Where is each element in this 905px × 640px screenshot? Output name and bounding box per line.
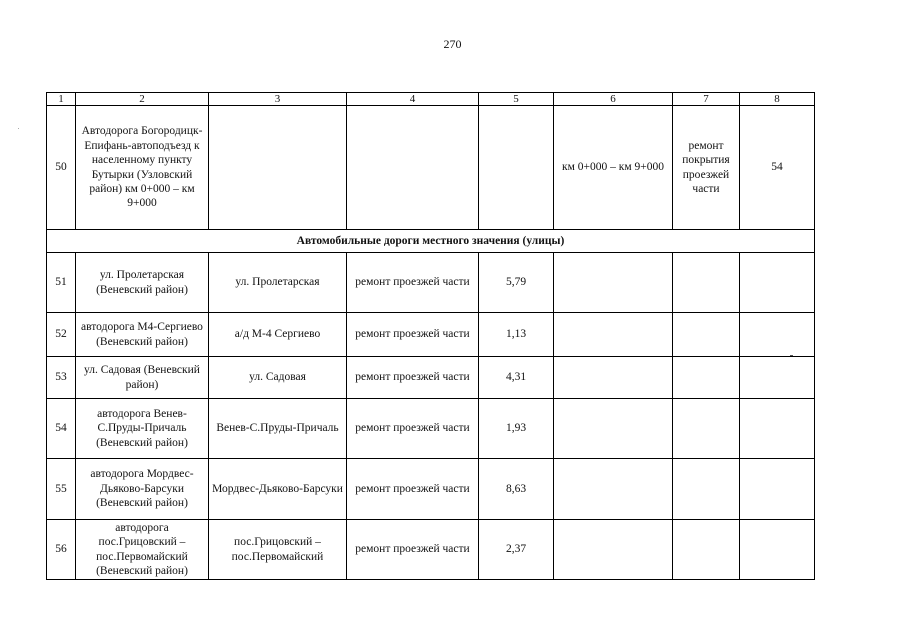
section-header-row — [47, 230, 815, 253]
road-name-cell: автодорога Мордвес-Дьяково-Барсуки (Веневский район) — [76, 459, 209, 520]
section-cell: км 0+000 – км 9+000 — [554, 106, 673, 230]
empty-cell — [673, 313, 740, 357]
row-number-cell: 50 — [47, 106, 76, 230]
work-cell: ремонт проезжей части — [347, 253, 479, 313]
column-number-cell: 5 — [479, 93, 554, 106]
column-number-row — [47, 93, 815, 106]
work-cell — [347, 106, 479, 230]
column-number-cell: 8 — [740, 93, 815, 106]
row-number-cell: 51 — [47, 253, 76, 313]
empty-cell — [554, 459, 673, 520]
empty-cell — [554, 313, 673, 357]
section-title: Автомобильные дороги местного значения (улицы) — [47, 230, 815, 253]
street-cell: ул. Пролетарская — [209, 253, 347, 313]
scan-mark — [790, 355, 793, 356]
street-cell: Мордвес-Дьяково-Барсуки — [209, 459, 347, 520]
empty-cell — [740, 399, 815, 459]
table-row-52 — [47, 313, 815, 357]
empty-cell — [673, 520, 740, 580]
length-cell: 4,31 — [479, 357, 554, 399]
length-cell: 1,13 — [479, 313, 554, 357]
page-number: 270 — [443, 37, 462, 51]
column-number-cell: 7 — [673, 93, 740, 106]
length-cell: 8,63 — [479, 459, 554, 520]
road-name-cell: ул. Пролетарская (Веневский район) — [76, 253, 209, 313]
column-number-cell: 4 — [347, 93, 479, 106]
length-cell — [479, 106, 554, 230]
road-name-cell: автодорога М4-Сергиево (Веневский район) — [76, 313, 209, 357]
scan-mark — [18, 128, 19, 129]
length-cell: 2,37 — [479, 520, 554, 580]
col8-cell: 54 — [740, 106, 815, 230]
row-number-cell: 52 — [47, 313, 76, 357]
street-cell — [209, 106, 347, 230]
work-cell: ремонт проезжей части — [347, 399, 479, 459]
road-name-cell: автодорога пос.Грицовский – пос.Первомайский (Веневский район) — [76, 520, 209, 580]
empty-cell — [740, 459, 815, 520]
column-number-cell: 1 — [47, 93, 76, 106]
empty-cell — [673, 357, 740, 399]
roads-table — [46, 92, 815, 580]
empty-cell — [740, 520, 815, 580]
length-cell: 1,93 — [479, 399, 554, 459]
empty-cell — [740, 253, 815, 313]
empty-cell — [740, 357, 815, 399]
empty-cell — [554, 520, 673, 580]
road-name-cell: автодорога Венев-С.Пруды-Причаль (Веневский район) — [76, 399, 209, 459]
empty-cell — [673, 253, 740, 313]
empty-cell — [740, 313, 815, 357]
table-row-53 — [47, 357, 815, 399]
empty-cell — [673, 459, 740, 520]
row-number-cell: 54 — [47, 399, 76, 459]
empty-cell — [673, 399, 740, 459]
table-row-51 — [47, 253, 815, 313]
length-cell: 5,79 — [479, 253, 554, 313]
empty-cell — [554, 357, 673, 399]
row-number-cell: 53 — [47, 357, 76, 399]
work-cell: ремонт проезжей части — [347, 357, 479, 399]
column-number-cell: 3 — [209, 93, 347, 106]
table-row-50 — [47, 106, 815, 230]
row-number-cell: 55 — [47, 459, 76, 520]
street-cell: Венев-С.Пруды-Причаль — [209, 399, 347, 459]
work-cell: ремонт проезжей части — [347, 459, 479, 520]
work-cell: ремонт проезжей части — [347, 313, 479, 357]
table-row-56 — [47, 520, 815, 580]
street-cell: пос.Грицовский – пос.Первомайский — [209, 520, 347, 580]
road-name-cell: Автодорога Богородицк-Епифань-автоподъезд к населенному пункту Бутырки (Узловский район) км 0+000 – км 9+000 — [76, 106, 209, 230]
table-row-54 — [47, 399, 815, 459]
street-cell: ул. Садовая — [209, 357, 347, 399]
street-cell: а/д М-4 Сергиево — [209, 313, 347, 357]
table-row-55 — [47, 459, 815, 520]
empty-cell — [554, 399, 673, 459]
work-type-cell: ремонт покрытия проезжей части — [673, 106, 740, 230]
empty-cell — [554, 253, 673, 313]
row-number-cell: 56 — [47, 520, 76, 580]
column-number-cell: 2 — [76, 93, 209, 106]
work-cell: ремонт проезжей части — [347, 520, 479, 580]
column-number-cell: 6 — [554, 93, 673, 106]
road-name-cell: ул. Садовая (Веневский район) — [76, 357, 209, 399]
